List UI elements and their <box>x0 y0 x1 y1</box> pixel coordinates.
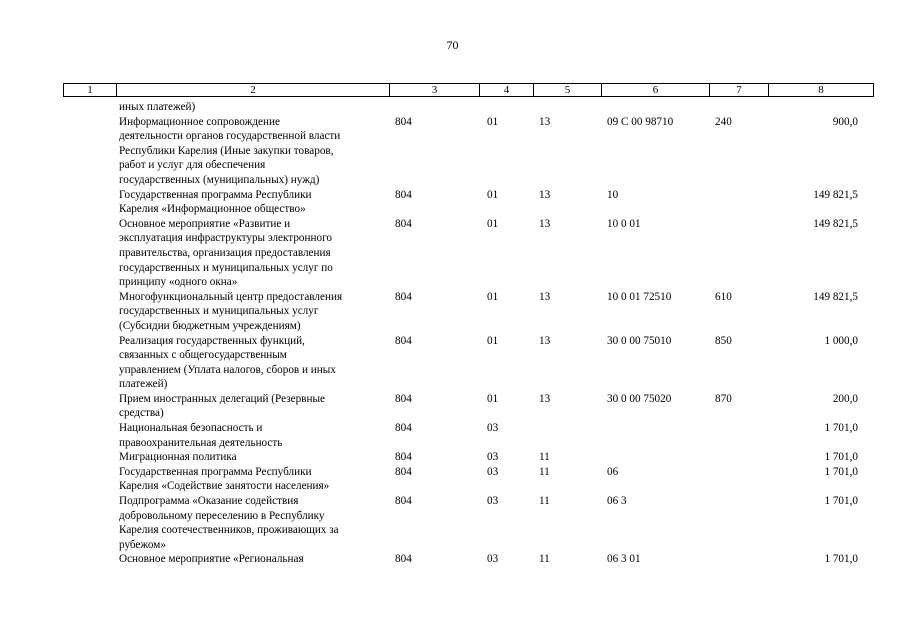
row-name: Информационное сопровождение деятельности органов государственной власти Республики Карелия (Иные закупки товаров, работ и услуг для обеспечения государственных (муниципальных) нужд) <box>119 115 341 186</box>
header-col-7: 7 <box>736 84 742 96</box>
col-5-value: 13 <box>539 334 551 347</box>
table-row <box>0 552 905 567</box>
col-3-value: 804 <box>395 188 412 201</box>
col-5-value: 13 <box>539 392 551 405</box>
col-3-value: 804 <box>395 290 412 303</box>
row-name: Основное мероприятие «Региональная <box>119 553 304 566</box>
table-row <box>0 450 905 465</box>
amount-value: 1 701,0 <box>824 495 858 508</box>
col-7-value: 850 <box>715 334 732 347</box>
col-4-value: 01 <box>487 115 499 128</box>
col-5-value: 11 <box>539 465 550 478</box>
header-col-8: 8 <box>818 84 824 96</box>
col-3-value: 804 <box>395 451 412 464</box>
col-3-value: 804 <box>395 465 412 478</box>
table-row <box>0 494 905 552</box>
col-7-value: 240 <box>715 115 732 128</box>
amount-value: 1 701,0 <box>824 465 858 478</box>
row-name: Государственная программа Республики Карелия «Информационное общество» <box>119 188 312 216</box>
col-6-value: 30 0 00 75010 <box>607 334 672 347</box>
col-5-value: 11 <box>539 495 550 508</box>
col-6-value: 06 3 01 <box>607 553 641 566</box>
row-name: Миграционная политика <box>119 451 237 464</box>
row-name: Национальная безопасность и правоохранительная деятельность <box>119 422 283 449</box>
table-row <box>0 100 905 115</box>
col-6-value: 09 С 00 98710 <box>607 115 674 128</box>
amount-value: 900,0 <box>832 115 858 128</box>
row-name: Подпрограмма «Оказание содействия добровольному переселению в Республику Карелия соотечественников, проживающих за рубежом» <box>119 495 339 551</box>
col-6-value: 06 3 <box>607 495 627 508</box>
col-6-value: 10 0 01 <box>607 217 641 230</box>
header-col-3: 3 <box>431 84 438 96</box>
header-col-5: 5 <box>564 84 571 96</box>
table-row <box>0 465 905 494</box>
table-row <box>0 217 905 290</box>
col-4-value: 03 <box>487 422 499 435</box>
amount-value: 1 701,0 <box>824 422 858 435</box>
col-6-value: 10 0 01 72510 <box>607 290 672 303</box>
col-3-value: 804 <box>395 422 412 435</box>
row-name: Многофункциональный центр предоставления государственных и муниципальных услуг (Субсидии бюджетным учреждениям) <box>119 290 343 332</box>
col-3-value: 804 <box>395 392 412 405</box>
col-3-value: 804 <box>395 334 412 347</box>
table-row <box>0 290 905 334</box>
col-4-value: 01 <box>487 217 499 230</box>
col-4-value: 03 <box>487 553 499 566</box>
amount-value: 1 701,0 <box>824 553 858 566</box>
row-name: Прием иностранных делегаций (Резервные средства) <box>119 392 325 420</box>
amount-value: 149 821,5 <box>813 290 858 303</box>
col-3-value: 804 <box>395 115 412 128</box>
amount-value: 1 701,0 <box>824 451 858 464</box>
col-4-value: 01 <box>487 392 499 405</box>
header-col-2: 2 <box>250 84 256 96</box>
col-6-value: 06 <box>607 465 619 478</box>
header-col-1: 1 <box>87 84 93 96</box>
table-header <box>63 83 874 97</box>
col-3-value: 804 <box>395 217 412 230</box>
col-4-value: 03 <box>487 495 499 508</box>
col-5-value: 11 <box>539 553 550 566</box>
table-row <box>0 421 905 450</box>
table-row <box>0 188 905 217</box>
table-body <box>0 100 905 567</box>
col-4-value: 01 <box>487 334 499 347</box>
header-col-4: 4 <box>503 84 510 96</box>
amount-value: 149 821,5 <box>813 188 858 201</box>
table-row <box>0 334 905 392</box>
col-5-value: 13 <box>539 290 551 303</box>
table-row <box>0 115 905 188</box>
col-3-value: 804 <box>395 495 412 508</box>
col-7-value: 610 <box>715 290 732 303</box>
row-name: Основное мероприятие «Развитие и эксплуатация инфраструктуры электронного правительства, организация предоставления государственных и муниципальных услуг по принципу «одного окна» <box>119 217 333 289</box>
table-row <box>0 392 905 421</box>
amount-value: 1 000,0 <box>824 334 858 347</box>
row-name: иных платежей) <box>119 101 196 113</box>
header-col-6: 6 <box>652 84 659 96</box>
col-3-value: 804 <box>395 553 412 566</box>
page-number: 70 <box>446 38 459 52</box>
col-4-value: 03 <box>487 451 499 464</box>
col-4-value: 03 <box>487 465 499 478</box>
col-6-value: 30 0 00 75020 <box>607 392 672 405</box>
row-name: Реализация государственных функций, связанных с общегосударственным управлением (Уплата налогов, сборов и иных платежей) <box>119 334 336 391</box>
col-4-value: 01 <box>487 188 499 201</box>
col-7-value: 870 <box>715 392 732 405</box>
col-4-value: 01 <box>487 290 499 303</box>
amount-value: 200,0 <box>832 392 858 405</box>
col-6-value: 10 <box>607 188 619 201</box>
amount-value: 149 821,5 <box>813 217 858 230</box>
col-5-value: 13 <box>539 115 551 128</box>
row-name: Государственная программа Республики Карелия «Содействие занятости населения» <box>119 465 330 493</box>
col-5-value: 11 <box>539 451 550 464</box>
col-5-value: 13 <box>539 188 551 201</box>
col-5-value: 13 <box>539 217 551 230</box>
